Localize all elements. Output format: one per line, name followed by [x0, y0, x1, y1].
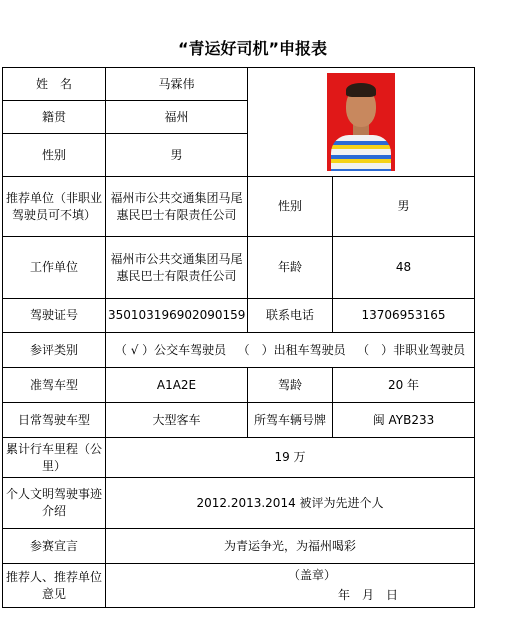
native-place-label: 籍贯: [3, 101, 106, 134]
category-option-taxi: （ ）出租车驾驶员: [237, 342, 346, 357]
mileage-value: 19 万: [106, 438, 475, 478]
photo-hair: [346, 83, 376, 97]
gender-mid-value: 男: [333, 177, 475, 237]
row-mileage: [3, 438, 475, 478]
row-category: [3, 333, 475, 368]
date-text: 年 月 日: [338, 587, 399, 602]
work-unit-value: 福州市公共交通集团马尾惠民巴士有限责任公司: [106, 237, 248, 299]
row-vehicle-class: [3, 368, 475, 403]
driving-years-label: 驾龄: [248, 368, 333, 403]
category-option-nonpro: （ ）非职业驾驶员: [357, 342, 466, 357]
row-work-unit: [3, 237, 475, 299]
row-license: [3, 299, 475, 333]
plate-value: 闽 AYB233: [333, 403, 475, 438]
category-option-bus: （ √ ）公交车驾驶员: [114, 342, 227, 357]
declaration-value: 为青运争光，为福州喝彩: [106, 529, 475, 564]
deeds-label: 个人文明驾驶事迹介绍: [3, 478, 106, 529]
vehicle-class-value: A1A2E: [106, 368, 248, 403]
row-recommender: [3, 564, 475, 608]
phone-value: 13706953165: [333, 299, 475, 333]
phone-label: 联系电话: [248, 299, 333, 333]
person-photo-icon: [327, 73, 395, 171]
row-deeds: [3, 478, 475, 529]
category-label: 参评类别: [3, 333, 106, 368]
age-label: 年龄: [248, 237, 333, 299]
recommending-unit-label: 推荐单位（非职业驾驶员可不填）: [3, 177, 106, 237]
row-daily-vehicle: [3, 403, 475, 438]
gender-label: 性别: [3, 134, 106, 177]
driving-years-value: 20 年: [333, 368, 475, 403]
gender-mid-label: 性别: [248, 177, 333, 237]
photo-cell: [248, 68, 475, 177]
page-title: “青运好司机”申报表: [177, 39, 328, 58]
category-options: [106, 333, 475, 368]
native-place-value: 福州: [106, 101, 248, 134]
recommender-label: 推荐人、推荐单位意见: [3, 564, 106, 608]
name-value: 马霖伟: [106, 68, 248, 101]
seal-text: （盖章）: [288, 567, 337, 582]
deeds-value: 2012.2013.2014 被评为先进个人: [106, 478, 475, 529]
mileage-label: 累计行车里程（公里）: [3, 438, 106, 478]
recommender-opinion: [106, 564, 475, 608]
name-label: 姓 名: [3, 68, 106, 101]
row-recommending-unit: [3, 177, 475, 237]
row-name: [3, 68, 475, 101]
daily-vehicle-label: 日常驾驶车型: [3, 403, 106, 438]
plate-label: 所驾车辆号牌: [248, 403, 333, 438]
work-unit-label: 工作单位: [3, 237, 106, 299]
daily-vehicle-value: 大型客车: [106, 403, 248, 438]
declaration-label: 参赛宣言: [3, 529, 106, 564]
row-declaration: [3, 529, 475, 564]
gender-value: 男: [106, 134, 248, 177]
application-form-table: [2, 67, 475, 608]
vehicle-class-label: 准驾车型: [3, 368, 106, 403]
age-value: 48: [333, 237, 475, 299]
license-value: 350103196902090159: [106, 299, 248, 333]
photo-shirt: [331, 135, 391, 171]
recommending-unit-value: 福州市公共交通集团马尾惠民巴士有限责任公司: [106, 177, 248, 237]
license-label: 驾驶证号: [3, 299, 106, 333]
